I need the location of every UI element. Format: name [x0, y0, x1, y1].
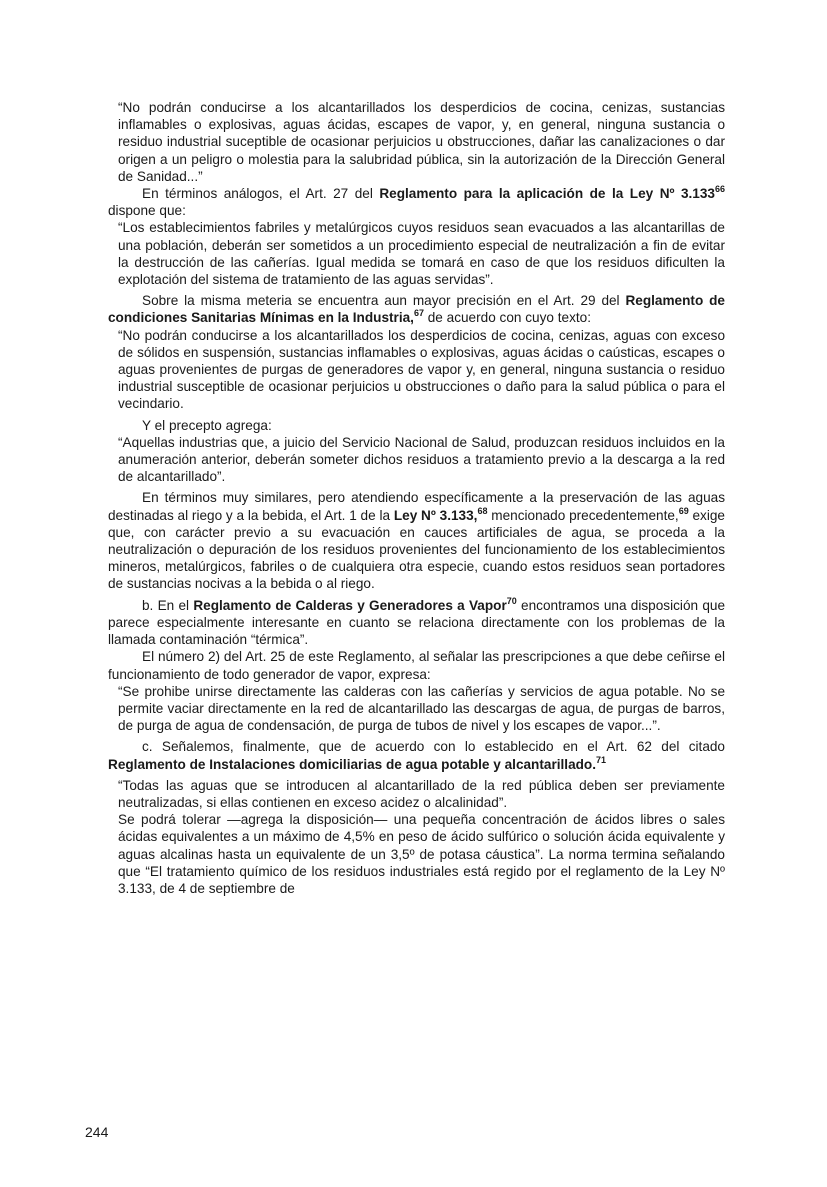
regulation-title: Reglamento de condiciones Sanitarias Mínimas en la Industria,: [108, 293, 725, 326]
quote-paragraph: “Los establecimientos fabriles y metalúrgicos cuyos residuos sean evacuados a las alcantarillas de una población, deberán ser sometidos a un procedimiento especial de neutralización a fin de evitar la destrucción de las cañerías. Igual medida se tomará en caso de que los residuos dificulten la explotación del sistema de tratamiento de las aguas servidas”.: [118, 220, 725, 288]
text-run: c. Señalemos, finalmente, que de acuerdo con lo establecido en el Art. 62 del citado: [142, 739, 725, 755]
quote-paragraph: “No podrán conducirse a los alcantarillados los desperdicios de cocina, cenizas, sustancias inflamables o explosivas, aguas ácidas, escapes de vapor, y, en general, ninguna sustancia o residuo industrial suceptible de ocasionar perjuicios u obstrucciones, dañar las canalizaciones o dar origen a un peligro o molestia para la salubridad pública, sin la autorización de la Dirección General de Sanidad...”: [118, 100, 725, 184]
paragraph: El número 2) del Art. 25 de este Reglamento, al señalar las prescripciones a que debe ceñirse el funcionamiento de todo generador de vapor, expresa:: [108, 649, 725, 682]
quote-paragraph: “No podrán conducirse a los alcantarillados los desperdicios de cocina, cenizas, aguas con exceso de sólidos en suspensión, sustancias inflamables o explosivas, aguas ácidas o caústicas, escapes o aguas provenientes de purgas de generadores de vapor y, en general, ninguna sustancia o residuo industrial susceptible de ocasionar perjuicios u obstrucciones o daño para la salud pública o para el vecindario.: [118, 327, 725, 412]
text-run: exige que, con carácter previo a su evacuación en cauces artificiales de agua, se proceda a la neutralización o depuración de los residuos provenientes del funcionamiento de los establecimientos mineros, metalúrgicos, fabriles o de cualquiera otra especie, cuando estos residuos sean portadores de sustancias nocivas a la bebida o al riego.: [108, 507, 725, 592]
text-run: b. En el: [142, 597, 194, 613]
paragraph: [108, 292, 725, 326]
footnote-ref: 71: [596, 754, 607, 765]
footnote-ref: 66: [714, 184, 725, 195]
footnote-ref: 68: [477, 505, 488, 516]
regulation-title: Reglamento para la aplicación de la Ley Nº 3.133: [379, 186, 715, 202]
text-run: de acuerdo con cuyo texto:: [423, 310, 591, 326]
paragraph: [108, 489, 725, 592]
footnote-ref: 70: [506, 595, 517, 606]
text-run: En términos análogos, el Art. 27 del: [142, 186, 380, 202]
text-run: encontramos una disposición que parece especialmente interesante en cuanto se relaciona directamente con los problemas de la llamada contaminación “térmica”.: [108, 597, 726, 648]
paragraph: [108, 738, 725, 772]
text-run: mencionado precedentemente,: [487, 507, 679, 523]
quote-paragraph: “Aquellas industrias que, a juicio del Servicio Nacional de Salud, produzcan residuos incluidos en la anumeración anterior, deberán someter dichos residuos a tratamiento previo a la descarga a la red de alcantarillado”.: [118, 434, 725, 485]
paragraph: Y el precepto agrega:: [142, 417, 272, 433]
regulation-title: Reglamento de Calderas y Generadores a Vapor: [193, 597, 507, 613]
text-run: Sobre la misma meteria se encuentra aun mayor precisión en el Art. 29 del: [142, 293, 626, 309]
page-number: 244: [85, 1124, 109, 1140]
law-title: Ley Nº 3.133,: [393, 507, 478, 523]
footnote-ref: 67: [413, 308, 424, 319]
footnote-ref: 69: [678, 505, 689, 516]
quote-paragraph: Se podrá tolerar —agrega la disposición— una pequeña concentración de ácidos libres o sales ácidas equivalentes a un máximo de 4,5% en peso de ácido sulfúrico o solución ácida equivalente y aguas alcalinas hasta un equivalente de un 3,5º de potasa cáustica”. La norma termina señalando que “El tratamiento químico de los residuos industriales está regido por el reglamento de la Ley Nº 3.133, de 4 de septiembre de: [118, 812, 725, 896]
quote-paragraph: “Todas las aguas que se introducen al alcantarillado de la red pública deben ser previamente neutralizadas, si ellas contienen en exceso acidez o alcalinidad”.: [118, 777, 725, 810]
text-run: dispone que:: [108, 203, 186, 219]
page-body: [108, 99, 725, 897]
quote-paragraph: “Se prohibe unirse directamente las calderas con las cañerías y servicios de agua potable. No se permite vaciar directamente en la red de alcantarillado las descargas de agua, de purgas de barros, de purga de agua de condensación, de purga de tubos de nivel y los escapes de vapor...”.: [118, 683, 725, 734]
text-run: En términos muy similares, pero atendiendo específicamente a la preservación de las aguas destinadas al riego y a la bebida, el Art. 1 de la: [108, 490, 725, 523]
regulation-title: Reglamento de Instalaciones domiciliarias de agua potable y alcantarillado.: [108, 756, 597, 772]
paragraph: [108, 185, 725, 219]
paragraph: [108, 597, 725, 649]
